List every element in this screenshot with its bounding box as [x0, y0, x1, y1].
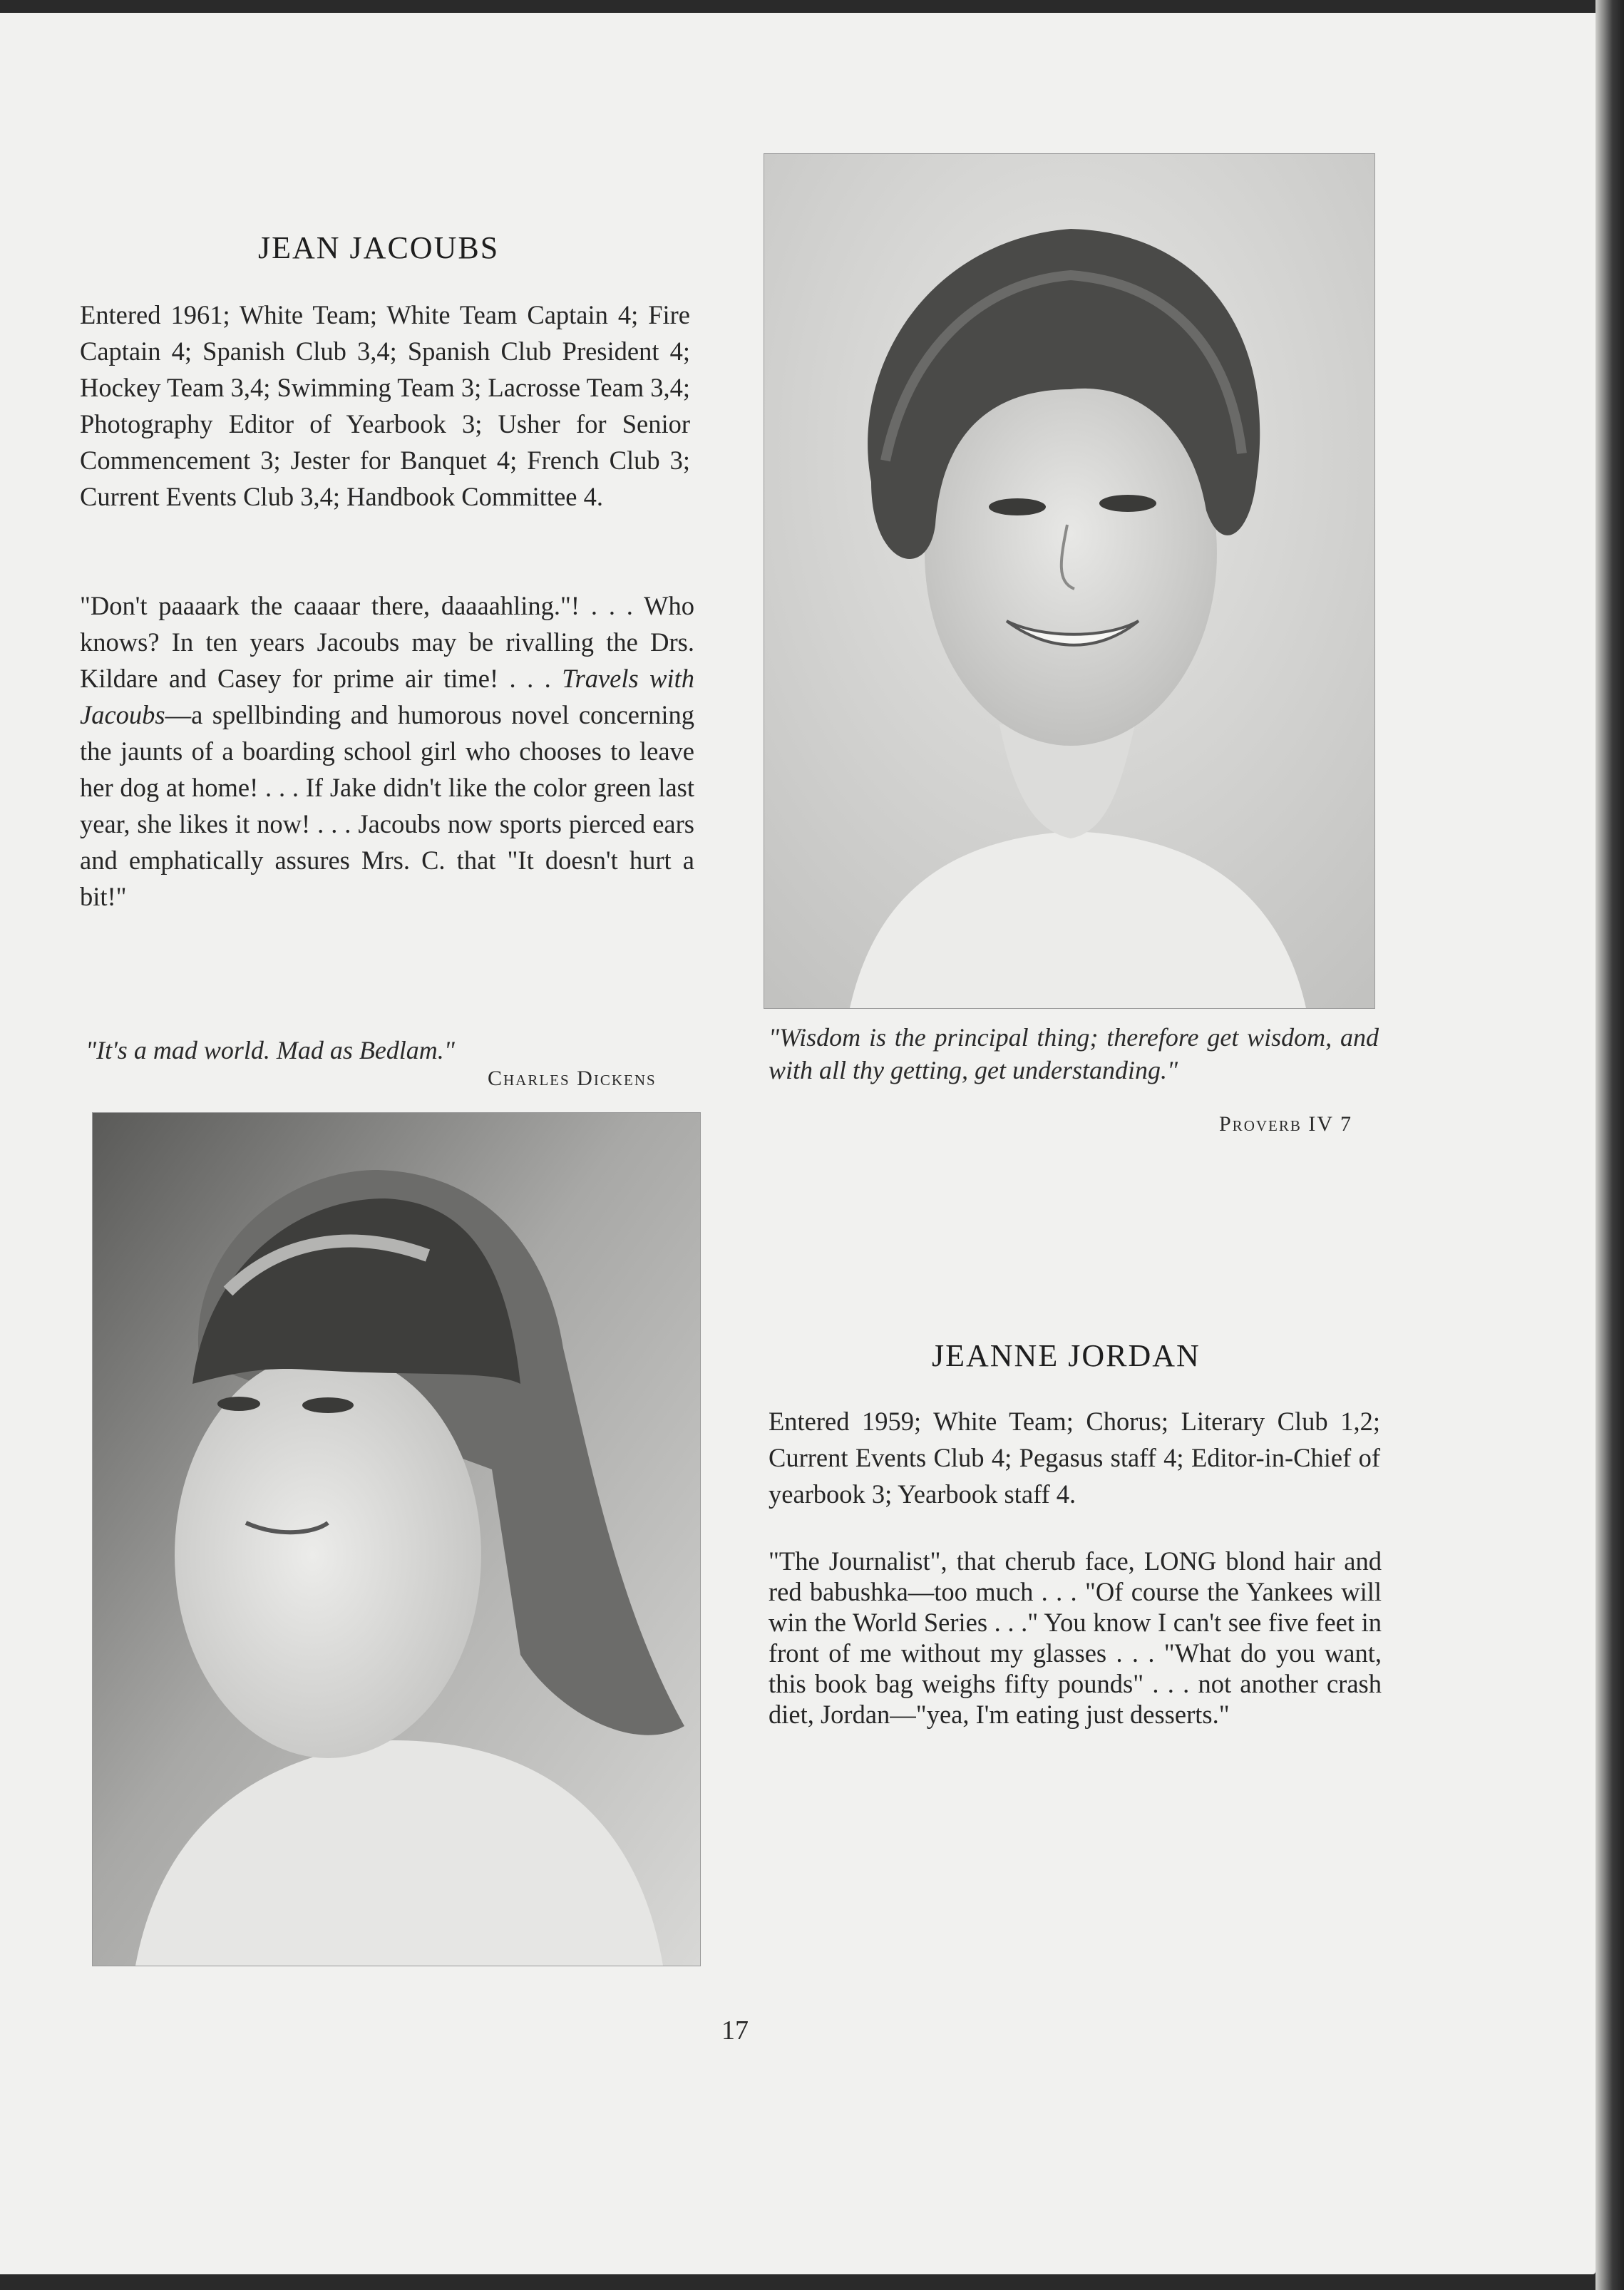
portrait-jordan-image [93, 1113, 700, 1966]
activities-text-jacoubs: Entered 1961; White Team; White Team Captain 4; Fire Captain 4; Spanish Club 3,4; Spanish Club President 4; Hockey Team 3,4; Swimming Team 3; Lacrosse Team 3,4; Photography Editor of Yearbook 3; Usher for Senior Commencement 3; Jester for Banquet 4; French Club 3; Current Events Club 3,4; Handbook Committee 4. [80, 300, 691, 511]
book-title: Travels with Jacoubs [80, 664, 694, 729]
quote-jacoubs: "Wisdom is the principal thing; therefore get wisdom, and with all thy getting, get understanding." [769, 1023, 1379, 1084]
portrait-jacoubs-image [764, 154, 1374, 1008]
write-up-jacoubs [80, 587, 694, 915]
attribution-jordan: Charles Dickens [488, 1067, 657, 1090]
write-up-part-2: —a spellbinding and humorous novel concerning the jaunts of a boarding school girl who chooses to leave her dog at home! . . . If Jake didn't like the color green last year, she likes it now! . . . Jacoubs now sports pierced ears and emphatically assures Mrs. C. that "It doesn't hurt a bit!" [80, 700, 694, 911]
portrait-jordan [92, 1112, 701, 1966]
portrait-jacoubs [764, 153, 1375, 1009]
activities-jacoubs [80, 297, 690, 515]
write-up-part-1: "Don't paaaark the caaaar there, daaaahling."! . . . Who knows? In ten years Jacoubs may be rivalling the Drs. Kildare and Casey for prime air time! . . . [80, 591, 694, 693]
quote-jordan: "It's a mad world. Mad as Bedlam." [86, 1036, 455, 1064]
page-edge [1595, 0, 1624, 2290]
page-number: 17 [721, 2016, 749, 2045]
activities-jordan [769, 1403, 1380, 1512]
student-name-jacoubs: JEAN JACOUBS [258, 230, 500, 265]
attribution-jacoubs: Proverb IV 7 [1219, 1112, 1352, 1136]
activities-text-jordan: Entered 1959; White Team; Chorus; Literary Club 1,2; Current Events Club 4; Pegasus staff 4; Editor-in-Chief of yearbook 3; Yearbook staff 4. [769, 1407, 1380, 1509]
write-up-text-jordan: "The Journalist", that cherub face, LONG blond hair and red babushka—too much . . . "Of course the Yankees will win the World Series . . ." You know I can't see five feet in front of me without my glasses . . . "What do you want, this book bag weighs fifty pounds" . . . not another crash diet, Jordan—"yea, I'm eating just desserts." [769, 1546, 1382, 1729]
student-name-jordan: JEANNE JORDAN [932, 1338, 1201, 1373]
write-up-jordan [769, 1546, 1382, 1730]
